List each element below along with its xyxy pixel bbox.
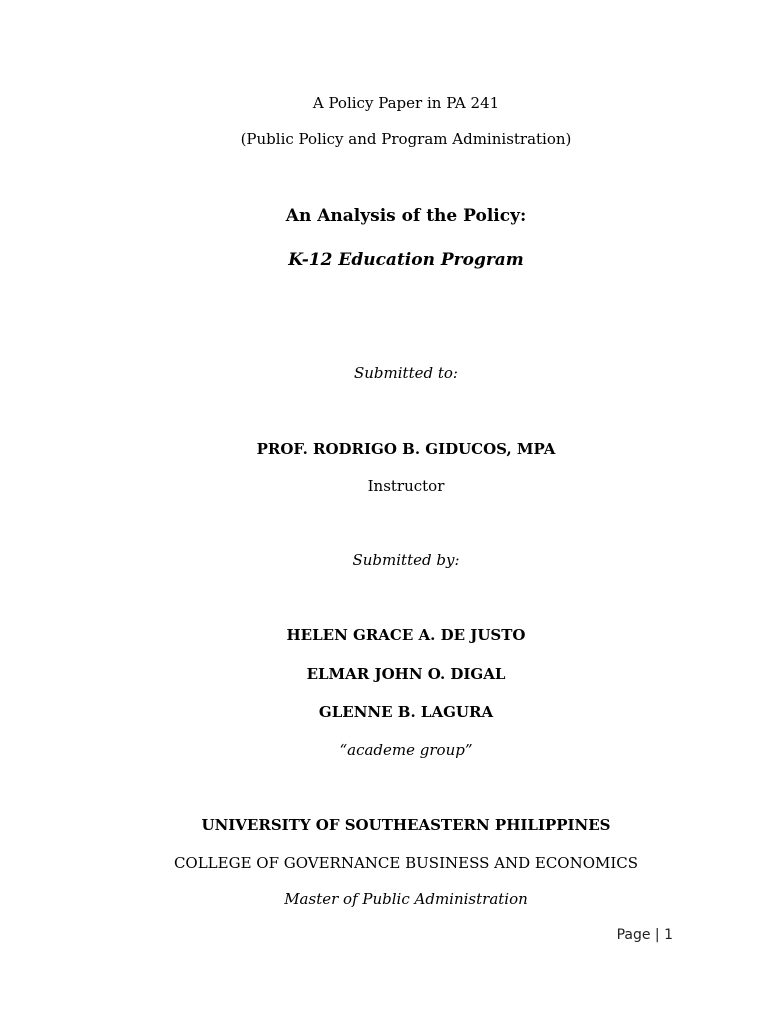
instructor-role: Instructor xyxy=(367,477,445,495)
university-name: UNIVERSITY OF SOUTHEASTERN PHILIPPINES xyxy=(201,816,611,834)
submitted-by-label: Submitted by: xyxy=(352,551,460,569)
college-name: COLLEGE OF GOVERNANCE BUSINESS AND ECONOMICS xyxy=(173,854,639,872)
course-subtitle: (Public Policy and Program Administration) xyxy=(240,130,572,148)
course-line: A Policy Paper in PA 241 xyxy=(312,94,500,112)
author-name: ELMAR JOHN O. DIGAL xyxy=(306,665,506,683)
group-name: “academe group” xyxy=(339,741,473,759)
submitted-to-label: Submitted to: xyxy=(354,364,458,382)
author-name: GLENNE B. LAGURA xyxy=(318,703,494,721)
instructor-name: PROF. RODRIGO B. GIDUCOS, MPA xyxy=(256,440,556,458)
paper-subtitle: K-12 Education Program xyxy=(288,250,524,270)
program-name: Master of Public Administration xyxy=(284,890,528,908)
author-name: HELEN GRACE A. DE JUSTO xyxy=(286,626,526,644)
paper-title: An Analysis of the Policy: xyxy=(285,206,527,226)
page-number: Page | 1 xyxy=(616,927,673,943)
